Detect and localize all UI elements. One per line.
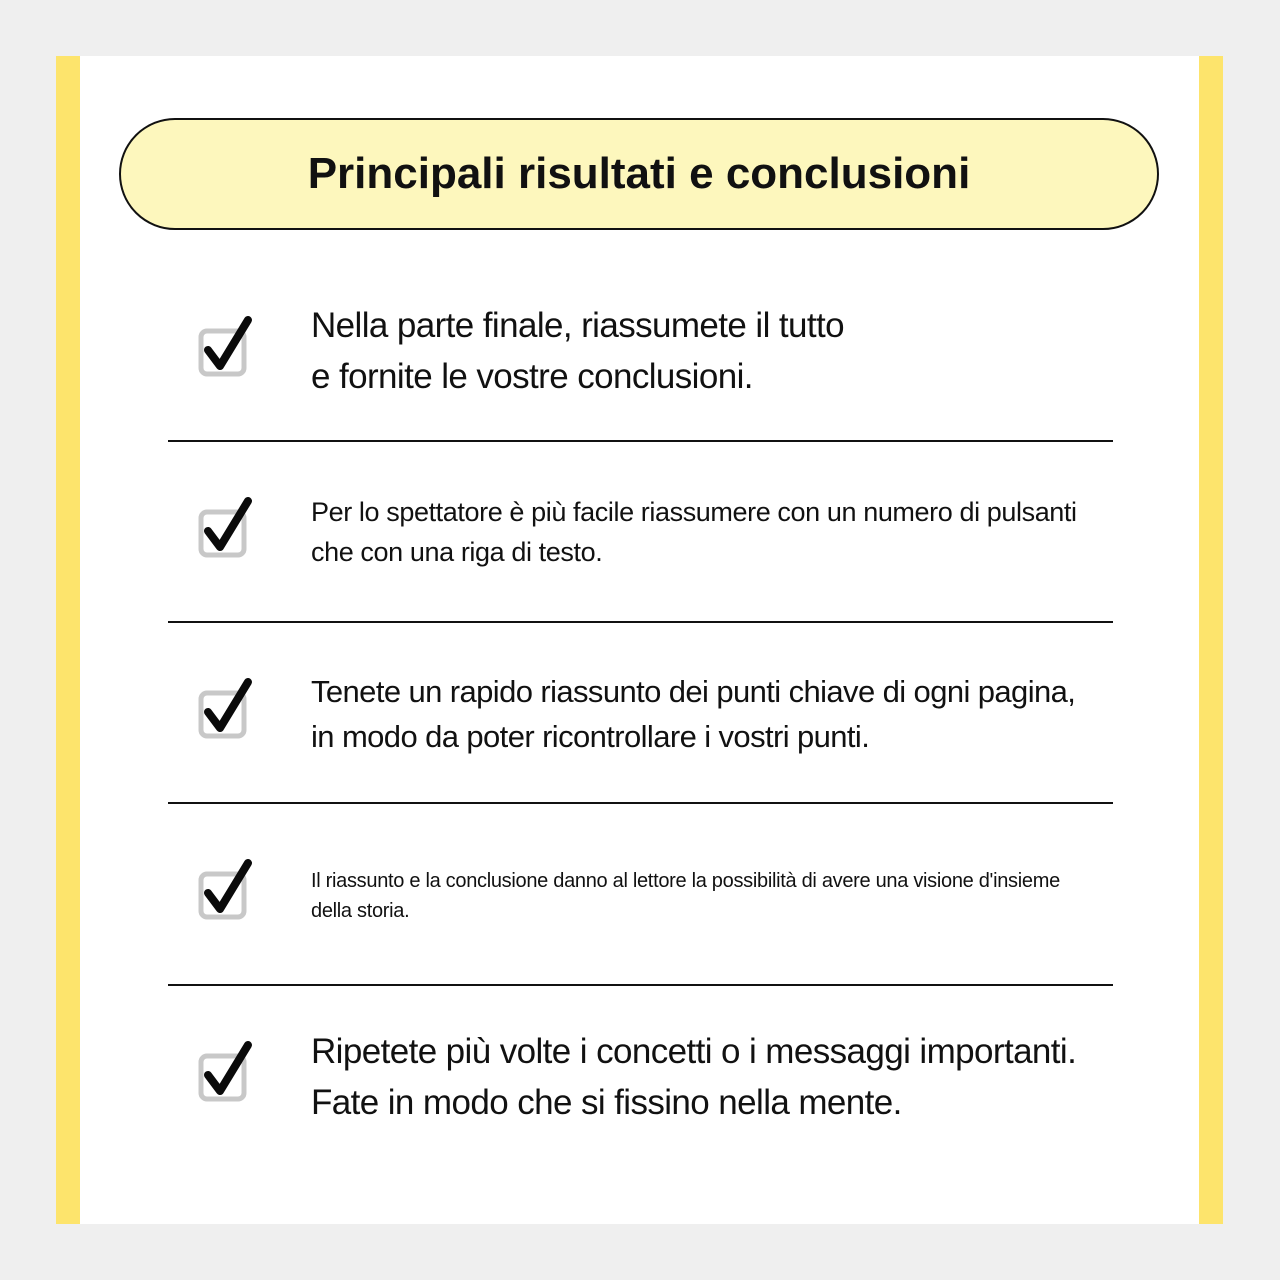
checkbox-checked-icon <box>198 314 258 380</box>
checklist-item <box>168 623 1113 804</box>
checklist-item-text: Il riassunto e la conclusione danno al lettore la possibilità di avere una visione d'insieme della storia. <box>311 870 1060 922</box>
checklist-item <box>168 261 1113 442</box>
left-accent-stripe <box>56 56 80 1224</box>
checklist-item-text: Per lo spettatore è più facile riassumere con un numero di pulsanti che con una riga di testo. <box>311 497 1077 567</box>
checklist-item-text: Tenete un rapido riassunto dei punti chiave di ogni pagina, in modo da poter ricontrollare i vostri punti. <box>311 674 1076 754</box>
checkbox-checked-icon <box>198 495 258 561</box>
page-title: Principali risultati e conclusioni <box>307 149 971 198</box>
right-accent-stripe <box>1199 56 1223 1224</box>
title-banner <box>119 118 1159 230</box>
checklist-item <box>168 986 1113 1167</box>
checklist-item-text: Nella parte finale, riassumete il tutto e fornite le vostre conclusioni. <box>311 306 844 396</box>
slide-card <box>56 56 1223 1224</box>
checklist-item <box>168 442 1113 623</box>
checkbox-checked-icon <box>198 1039 258 1105</box>
checklist-item <box>168 804 1113 985</box>
checkbox-checked-icon <box>198 676 258 742</box>
checkbox-checked-icon <box>198 857 258 923</box>
checklist-item-text: Ripetete più volte i concetti o i messaggi importanti. Fate in modo che si fissino nella mente. <box>311 1032 1077 1122</box>
